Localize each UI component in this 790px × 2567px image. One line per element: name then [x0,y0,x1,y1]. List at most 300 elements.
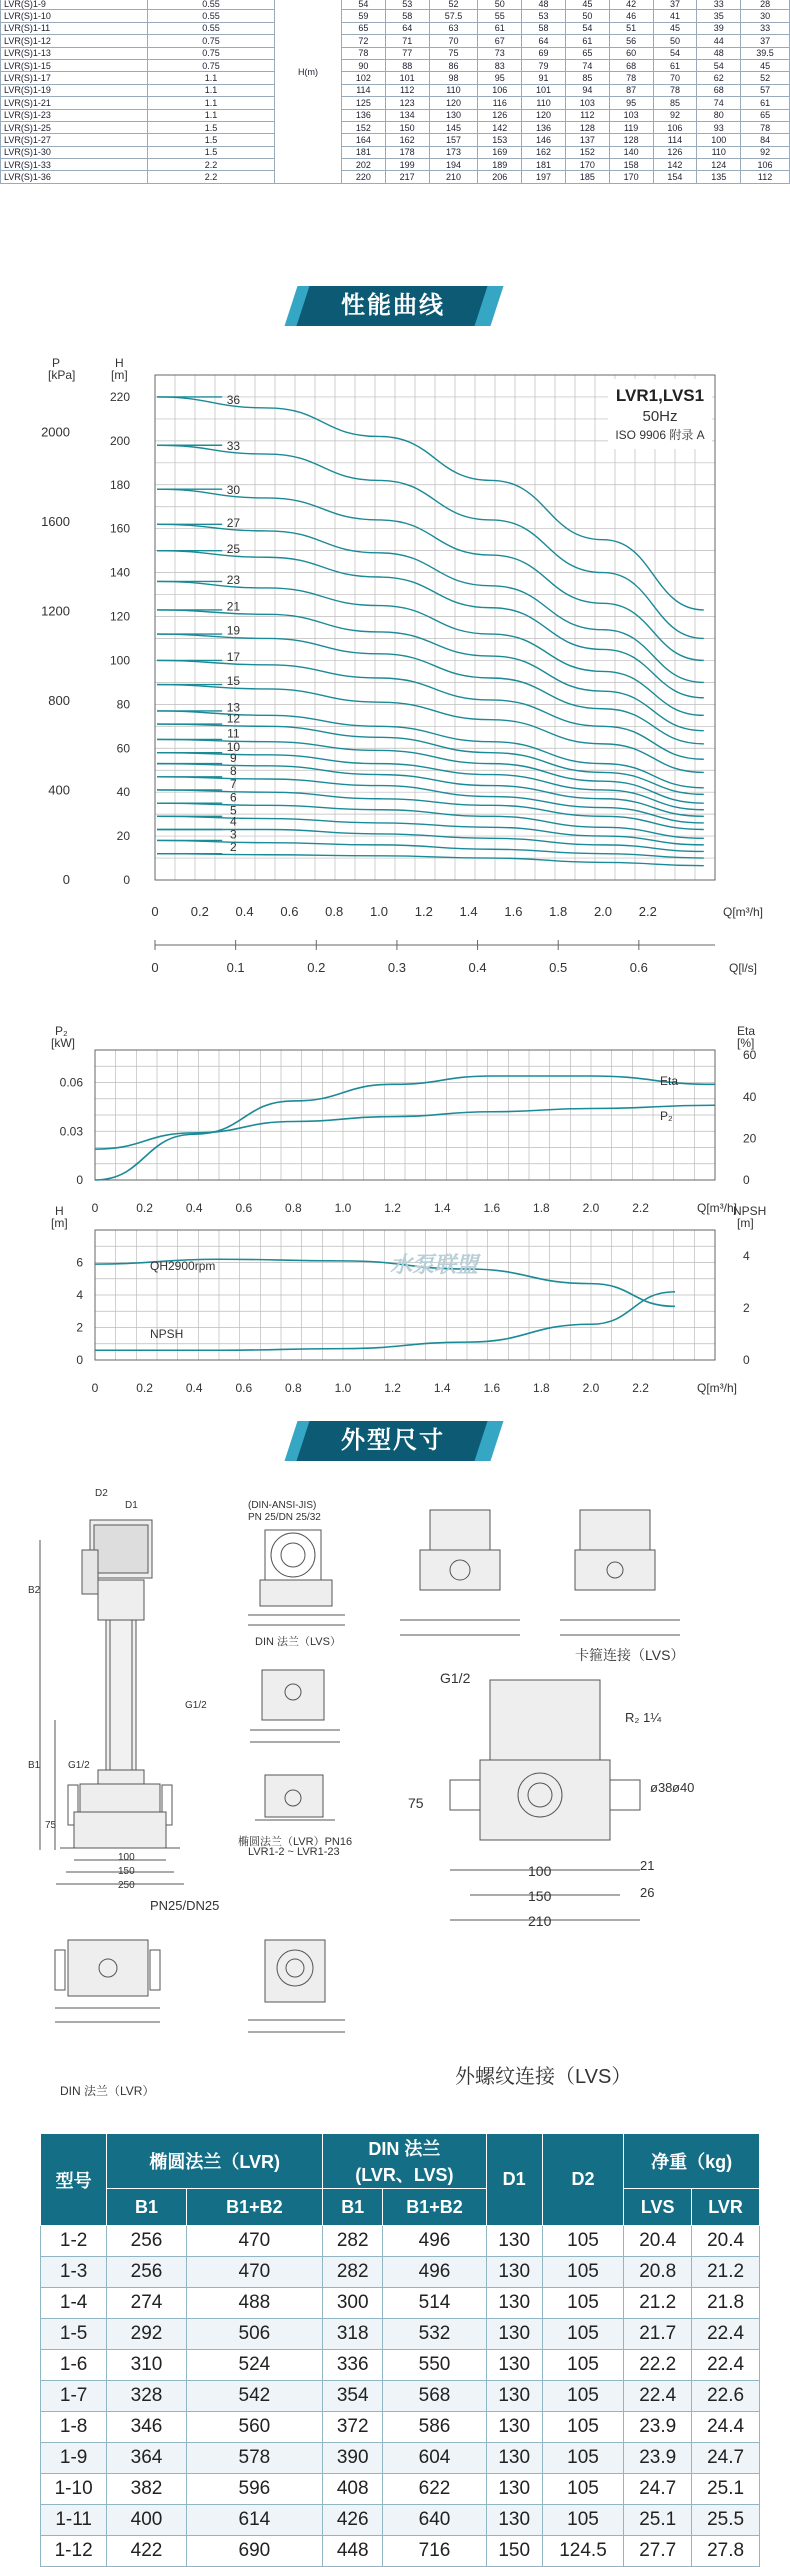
value-cell: 58 [385,10,429,22]
x-axis-label: Q[m³/h] [697,1381,738,1395]
value-cell: 39 [697,22,741,34]
table-cell: 1-12 [41,2536,107,2567]
value-cell: 62 [697,72,741,84]
y2-axis-label: NPSH [733,1204,767,1218]
y-tick: 0 [76,1173,83,1187]
x-tick: 1.8 [533,1201,550,1215]
value-cell: 94 [565,84,609,96]
value-cell: 45 [741,59,790,71]
table-cell: 640 [383,2505,486,2536]
series-curve [157,827,704,852]
table-cell: 300 [323,2288,383,2319]
value-cell: 87 [609,84,653,96]
table-row [41,2319,760,2350]
power-cell: 0.55 [148,0,275,10]
table-cell: 328 [107,2381,186,2412]
banner-title: 外型尺寸 [341,1427,445,1454]
table-cell: 25.5 [692,2505,760,2536]
table-cell: 105 [542,2474,624,2505]
series-label: 27 [226,515,241,530]
y-tick: 0 [76,1353,83,1367]
table-row [1,22,790,34]
series-label: 7 [230,777,237,792]
y2-tick: 800 [48,692,70,708]
value-cell: 102 [342,72,386,84]
y-tick: 60 [116,741,130,756]
thread-label-d38: ø38 [650,1780,673,1795]
x-tick: 0.4 [185,1201,203,1215]
value-cell: 28 [741,0,790,10]
table-cell: 470 [186,2257,322,2288]
table-cell: 20.4 [692,2226,760,2257]
value-cell: 75 [429,47,478,59]
table-row [41,2381,760,2412]
value-cell: 152 [565,146,609,158]
value-cell: 65 [741,109,790,121]
series-label: 10 [226,739,241,754]
value-cell: 136 [522,121,566,133]
table-cell: 282 [323,2226,383,2257]
x-tick: 0.6 [280,904,299,919]
table-cell: 130 [486,2350,542,2381]
series-label: 6 [230,790,237,805]
table-cell: 105 [542,2226,624,2257]
x-tick: 2.2 [632,1381,649,1395]
value-cell: 61 [478,22,522,34]
x-tick: 0.2 [136,1201,153,1215]
value-cell: 170 [609,171,653,183]
value-cell: 88 [385,59,429,71]
value-cell: 78 [609,72,653,84]
value-cell: 202 [342,159,386,171]
header-d2: D2 [542,2134,624,2226]
performance-table [0,0,790,184]
label-g12b: G1/2 [68,1760,90,1771]
label-b1: B1 [28,1760,41,1771]
header-lvs: LVS [624,2189,692,2226]
value-cell: 50 [565,10,609,22]
caption-oval: 椭圆法兰（LVR）PN16 [238,1836,353,1848]
y2-tick: 1600 [41,513,70,529]
y2-tick: 60 [743,1048,757,1063]
table-cell: 1-8 [41,2412,107,2443]
oval-flange-drawing [250,1670,340,1820]
value-cell: 178 [385,146,429,158]
table-row [41,2288,760,2319]
model-cell: LVR(S)1-9 [1,0,148,10]
label-75: 75 [45,1820,57,1831]
value-cell: 154 [653,171,697,183]
table-row [1,10,790,22]
chart-title: LVR1,LVS1 [615,386,705,405]
x-tick: 1.4 [459,904,478,919]
table-row [1,121,790,133]
power-cell: 1.5 [148,121,275,133]
series-label: 9 [230,750,237,765]
series-label: 11 [227,726,240,741]
table-cell: 408 [323,2474,383,2505]
value-cell: 46 [609,10,653,22]
table-cell: 1-2 [41,2226,107,2257]
header-model: 型号 [41,2134,107,2226]
table-cell: 604 [383,2443,486,2474]
value-cell: 53 [522,10,566,22]
value-cell: 92 [741,146,790,158]
x2-axis-label: Q[l/s] [729,961,758,975]
value-cell: 79 [522,59,566,71]
table-cell: 586 [383,2412,486,2443]
y-tick: 2 [76,1320,83,1335]
value-cell: 35 [697,10,741,22]
model-cell: LVR(S)1-21 [1,97,148,109]
caption-din-lvs: DIN 法兰（LVS） [255,1636,341,1648]
table-cell: 256 [107,2226,186,2257]
table-cell: 105 [542,2350,624,2381]
value-cell: 52 [741,72,790,84]
series-label: 13 [226,700,241,715]
table-row [41,2536,760,2567]
value-cell: 162 [385,134,429,146]
series-label: Eta [660,1074,679,1088]
series-label: 15 [226,673,241,688]
value-cell: 56 [609,35,653,47]
caption-din-ansi: (DIN-ANSI-JIS) [248,1500,317,1511]
x-tick: 1.2 [384,1381,401,1395]
x-tick: 1.2 [384,1201,401,1215]
table-cell: 105 [542,2505,624,2536]
table-cell: 21.8 [692,2288,760,2319]
table-cell: 1-3 [41,2257,107,2288]
table-cell: 560 [186,2412,322,2443]
table-row [41,2412,760,2443]
value-cell: 63 [429,22,478,34]
model-cell: LVR(S)1-30 [1,146,148,158]
series-label: 21 [226,599,241,614]
value-cell: 114 [653,134,697,146]
header-b1-din: B1 [323,2189,383,2226]
table-row [1,47,790,59]
series-label: 36 [226,392,241,407]
table-cell: 20.8 [624,2257,692,2288]
value-cell: 78 [741,121,790,133]
header-d1: D1 [486,2134,542,2226]
table-cell: 364 [107,2443,186,2474]
table-cell: 1-9 [41,2443,107,2474]
y-axis-label-unit: [kW] [51,1036,75,1050]
value-cell: 137 [565,134,609,146]
series-label: P₂ [660,1109,673,1123]
table-cell: 274 [107,2288,186,2319]
model-cell: LVR(S)1-19 [1,84,148,96]
table-row [1,159,790,171]
thread-label-210: 210 [528,1913,552,1929]
value-cell: 70 [429,35,478,47]
table-cell: 716 [383,2536,486,2567]
header-lvr: LVR [692,2189,760,2226]
x2-tick: 0.6 [629,960,648,975]
table-row [1,97,790,109]
value-cell: 197 [522,171,566,183]
value-cell: 142 [478,121,522,133]
value-cell: 140 [609,146,653,158]
table-cell: 568 [383,2381,486,2412]
table-cell: 292 [107,2319,186,2350]
value-cell: 51 [609,22,653,34]
y2-tick: 2 [743,1301,750,1315]
value-cell: 194 [429,159,478,171]
series-label: 5 [230,803,237,818]
value-cell: 30 [741,10,790,22]
value-cell: 50 [478,0,522,10]
label-150: 150 [118,1866,135,1877]
y-axis-label: H [115,356,124,370]
series-label: 8 [230,764,237,778]
table-cell: 21.7 [624,2319,692,2350]
model-cell: LVR(S)1-13 [1,47,148,59]
x-tick: 0 [91,1201,99,1215]
power-cell: 0.75 [148,47,275,59]
table-cell: 390 [323,2443,383,2474]
value-cell: 128 [609,134,653,146]
y2-tick: 2000 [41,424,70,440]
table-row [41,2505,760,2536]
value-cell: 65 [565,47,609,59]
table-cell: 27.7 [624,2536,692,2567]
model-cell: LVR(S)1-17 [1,72,148,84]
value-cell: 54 [565,22,609,34]
value-cell: 33 [741,22,790,34]
table-cell: 514 [383,2288,486,2319]
value-cell: 90 [342,59,386,71]
value-cell: 136 [342,109,386,121]
x-tick: 1.6 [483,1201,501,1215]
value-cell: 48 [522,0,566,10]
caption-din-pn: PN 25/DN 25/32 [248,1512,321,1523]
y-tick: 6 [76,1255,83,1270]
series-label: 3 [230,827,237,842]
x-tick: 1.4 [433,1201,451,1215]
x-tick: 2.0 [593,904,613,919]
value-cell: 65 [342,22,386,34]
x-tick: 0.8 [325,904,344,919]
model-cell: LVR(S)1-25 [1,121,148,133]
thread-label-150: 150 [528,1888,552,1904]
value-cell: 73 [478,47,522,59]
chart-subtitle: 50Hz [642,408,678,425]
table-cell: 23.9 [624,2412,692,2443]
series-curve [157,790,704,830]
value-cell: 106 [741,159,790,171]
series-label: 4 [230,814,237,829]
value-cell: 106 [478,84,522,96]
table-row [1,72,790,84]
table-cell: 150 [486,2536,542,2567]
y2-axis-label-unit: [%] [737,1036,755,1050]
table-cell: 1-7 [41,2381,107,2412]
table-cell: 130 [486,2226,542,2257]
y2-tick: 40 [743,1089,757,1104]
y-tick: 140 [109,565,130,580]
series-label: 23 [226,572,241,587]
value-cell: 58 [522,22,566,34]
value-cell: 142 [653,159,697,171]
value-cell: 152 [342,121,386,133]
series-label: 33 [226,439,241,454]
value-cell: 181 [522,159,566,171]
table-cell: 426 [323,2505,383,2536]
series-curve [157,816,704,845]
y2-axis-label: P [52,356,61,370]
value-cell: 72 [342,35,386,47]
value-cell: 55 [478,10,522,22]
y-tick: 220 [109,389,130,404]
series-label: 19 [226,623,241,638]
y-tick: 160 [109,521,130,536]
table-cell: 23.9 [624,2443,692,2474]
value-cell: 157 [429,134,478,146]
value-cell: 70 [653,72,697,84]
clamp-connection-drawing [400,1510,680,1635]
header-b1: B1 [107,2189,186,2226]
table-row [1,134,790,146]
x-tick: 1.4 [433,1381,451,1395]
value-cell: 126 [478,109,522,121]
value-cell: 126 [653,146,697,158]
series-label: 2 [230,839,237,854]
table-cell: 27.8 [692,2536,760,2567]
value-cell: 130 [429,109,478,121]
x2-tick: 0.3 [387,960,406,975]
series-curve [157,840,704,858]
caption-clamp: 卡箍连接（LVS） [575,1647,685,1663]
x-tick: 1.2 [414,904,433,919]
table-cell: 105 [542,2412,624,2443]
table-cell: 542 [186,2381,322,2412]
x-tick: 0.8 [285,1201,302,1215]
table-cell: 105 [542,2288,624,2319]
value-cell: 61 [741,97,790,109]
table-cell: 105 [542,2443,624,2474]
table-cell: 256 [107,2257,186,2288]
table-cell: 130 [486,2505,542,2536]
y-tick: 0.03 [59,1124,83,1139]
value-cell: 93 [697,121,741,133]
caption-oval-range: LVR1-2 ~ LVR1-23 [248,1846,340,1858]
x-tick: 1.8 [549,904,568,919]
value-cell: 217 [385,171,429,183]
table-cell: 382 [107,2474,186,2505]
y2-tick: 0 [743,1173,750,1187]
table-cell: 470 [186,2226,322,2257]
series-label: 25 [226,542,241,557]
value-cell: 173 [429,146,478,158]
value-cell: 169 [478,146,522,158]
table-cell: 20.4 [624,2226,692,2257]
series-curve [157,854,704,866]
y-axis-label: H [55,1204,64,1218]
model-cell: LVR(S)1-10 [1,10,148,22]
table-cell: 130 [486,2288,542,2319]
value-cell: 120 [522,109,566,121]
table-cell: 24.7 [624,2474,692,2505]
x-tick: 1.0 [334,1381,352,1395]
thread-label-r2: R₂ 1¼ [625,1710,662,1725]
x-tick: 0 [91,1381,99,1395]
label-250: 250 [118,1880,135,1891]
value-cell: 101 [385,72,429,84]
value-cell: 120 [429,97,478,109]
din-flange-lvs-drawing [248,1530,345,1625]
table-cell: 105 [542,2381,624,2412]
x-tick: 2.0 [582,1201,600,1215]
value-cell: 112 [385,84,429,96]
x-tick: 1.0 [369,904,389,919]
y-tick: 0 [123,873,130,887]
value-cell: 83 [478,59,522,71]
value-cell: 57 [741,84,790,96]
value-cell: 114 [342,84,386,96]
value-cell: 64 [385,22,429,34]
table-cell: 400 [107,2505,186,2536]
value-cell: 68 [609,59,653,71]
y2-tick: 0 [62,872,70,887]
x2-tick: 0 [151,960,159,975]
table-cell: 130 [486,2381,542,2412]
value-cell: 68 [697,84,741,96]
table-cell: 25.1 [624,2505,692,2536]
x-tick: 0.4 [235,904,254,919]
table-cell: 25.1 [692,2474,760,2505]
model-cell: LVR(S)1-27 [1,134,148,146]
series-label: 17 [226,649,241,664]
table-cell: 24.7 [692,2443,760,2474]
table-row [1,146,790,158]
table-row [1,171,790,183]
power-cell: 0.55 [148,22,275,34]
value-cell: 116 [478,97,522,109]
y2-tick: 0 [743,1353,750,1367]
value-cell: 78 [653,84,697,96]
value-cell: 45 [653,22,697,34]
header-b1b2-din: B1+B2 [383,2189,486,2226]
value-cell: 135 [697,171,741,183]
model-cell: LVR(S)1-11 [1,22,148,34]
value-cell: 54 [342,0,386,10]
value-cell: 206 [478,171,522,183]
label-100: 100 [118,1852,135,1863]
table-row [41,2226,760,2257]
value-cell: 78 [342,47,386,59]
table-cell: 105 [542,2319,624,2350]
value-cell: 145 [429,121,478,133]
value-cell: 185 [565,171,609,183]
value-cell: 162 [522,146,566,158]
value-cell: 199 [385,159,429,171]
value-cell: 59 [342,10,386,22]
param-label: H(m) [275,0,342,183]
section-banner-performance [285,280,505,332]
value-cell: 45 [565,0,609,10]
value-cell: 57.5 [429,10,478,22]
table-cell: 21.2 [692,2257,760,2288]
power-cell: 1.5 [148,146,275,158]
power-cell: 1.1 [148,97,275,109]
table-cell: 488 [186,2288,322,2319]
value-cell: 124 [697,159,741,171]
table-cell: 22.4 [692,2319,760,2350]
series-label: NPSH [150,1327,184,1341]
table-cell: 130 [486,2319,542,2350]
